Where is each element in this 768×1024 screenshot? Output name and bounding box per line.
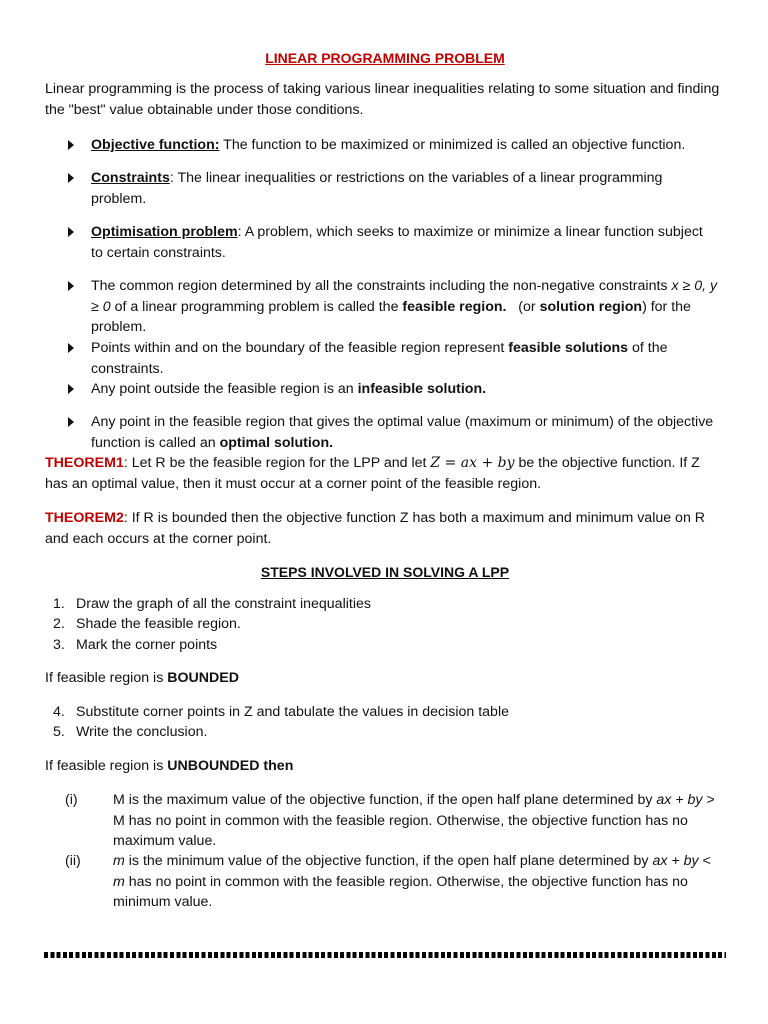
text: M is the maximum value of the objective function, if the open half plane determined by	[113, 792, 657, 808]
case-ii	[65, 851, 725, 913]
step-item	[53, 702, 713, 723]
text: Points within and on the boundary of the feasible region represent	[91, 340, 509, 356]
bullet-optimisation-problem	[68, 222, 718, 263]
theorem-2	[45, 508, 725, 549]
triangle-bullet-icon	[68, 140, 74, 150]
text: <	[698, 853, 711, 869]
bullet-optimal-solution	[68, 412, 718, 453]
bounded-line	[45, 668, 725, 689]
text: If feasible region is	[45, 670, 168, 686]
term-constraints: Constraints	[91, 170, 170, 186]
bullet-objective-function	[68, 135, 718, 156]
colon: :	[237, 224, 242, 240]
text: of a linear programming problem is called the	[110, 298, 403, 315]
step-item	[53, 594, 713, 615]
step-text: Write the conclusion.	[76, 724, 208, 740]
case-i	[65, 790, 725, 852]
feasible-solutions-term: feasible solutions	[508, 340, 629, 356]
text: of the constraints.	[91, 340, 668, 377]
text: If feasible region is	[45, 758, 168, 774]
unbounded-term: UNBOUNDED then	[167, 758, 294, 774]
nonneg-condition: x ≥ 0, y ≥ 0	[91, 278, 718, 315]
step-text: Draw the graph of all the constraint inequalities	[76, 596, 371, 612]
triangle-bullet-icon	[68, 384, 74, 394]
triangle-bullet-icon	[68, 343, 74, 353]
def-objective: The function to be maximized or minimized is called an objective function.	[219, 137, 686, 153]
optimal-term: optimal solution.	[219, 434, 334, 451]
text: be the objective function. If Z has an optimal value, then it must occur at a corner point of the feasible region.	[45, 455, 700, 492]
step-number: 3.	[53, 637, 65, 653]
math-expression: ax + by	[656, 792, 703, 808]
term-objective: Objective function:	[91, 137, 220, 153]
text: > M has no point in common with the feasible region. Otherwise, the objective function has no maximum value.	[113, 792, 715, 849]
text: : Let R be the feasible region for the LPP and let	[123, 455, 431, 471]
steps-heading: STEPS INVOLVED IN SOLVING A LPP	[260, 564, 510, 580]
math-expression: ax + by	[652, 853, 699, 869]
bullet-feasible-region	[68, 276, 718, 338]
unbounded-line	[45, 756, 725, 777]
theorem-1	[45, 453, 725, 494]
dotted-divider	[44, 952, 726, 958]
bullet-feasible-solutions	[68, 338, 718, 379]
step-text: Mark the corner points	[76, 637, 218, 653]
objective-equation: Z = ax + by	[430, 455, 515, 471]
page-title: LINEAR PROGRAMMING PROBLEM	[265, 50, 505, 66]
theorem-1-label: THEOREM1	[45, 455, 124, 471]
triangle-bullet-icon	[68, 173, 74, 183]
step-number: 2.	[53, 616, 65, 632]
text: (or	[506, 298, 540, 315]
solution-region-term: solution region	[539, 298, 643, 315]
step-item	[53, 722, 713, 743]
text: has no point in common with the feasible region. Otherwise, the objective function has no minimum value.	[113, 873, 688, 910]
math-expression: m	[113, 853, 125, 869]
step-number: 4.	[53, 704, 65, 720]
def-optimisation: A problem, which seeks to maximize or minimize a linear function subject to certain constraints.	[91, 224, 703, 261]
step-text: Substitute corner points in Z and tabulate the values in decision table	[76, 704, 509, 720]
bounded-term: BOUNDED	[167, 670, 239, 686]
text: ) for the problem.	[91, 298, 691, 335]
text: : If R is bounded then the objective function Z has both a maximum and minimum value on R and each occurs at the corner point.	[45, 510, 706, 547]
step-item	[53, 614, 713, 635]
text: Any point in the feasible region that gives the optimal value (maximum or minimum) of the objective function is called an	[91, 414, 714, 451]
step-number: 5.	[53, 724, 65, 740]
text: The common region determined by all the constraints including the non-negative constraints	[91, 278, 672, 294]
math-expression: m	[113, 873, 125, 890]
intro-paragraph: Linear programming is the process of taking various linear inequalities relating to some situation and finding the "best" value obtainable under those conditions.	[45, 81, 720, 118]
theorem-2-label: THEOREM2	[45, 510, 124, 526]
case-label: (ii)	[65, 853, 81, 869]
infeasible-term: infeasible solution.	[357, 381, 487, 397]
step-item	[53, 635, 713, 656]
term-optimisation: Optimisation problem	[91, 224, 238, 240]
triangle-bullet-icon	[68, 227, 74, 237]
triangle-bullet-icon	[68, 281, 74, 291]
bullet-infeasible-solution	[68, 379, 718, 400]
text: is the minimum value of the objective function, if the open half plane determined by	[124, 853, 653, 869]
step-text: Shade the feasible region.	[76, 616, 241, 632]
colon: :	[169, 170, 174, 186]
step-number: 1.	[53, 596, 65, 612]
triangle-bullet-icon	[68, 417, 74, 427]
case-label: (i)	[65, 792, 78, 808]
feasible-region-term: feasible region.	[402, 298, 507, 315]
bullet-constraints	[68, 168, 718, 209]
def-constraints: The linear inequalities or restrictions on the variables of a linear programming problem.	[91, 170, 663, 207]
text: Any point outside the feasible region is an	[91, 381, 358, 397]
